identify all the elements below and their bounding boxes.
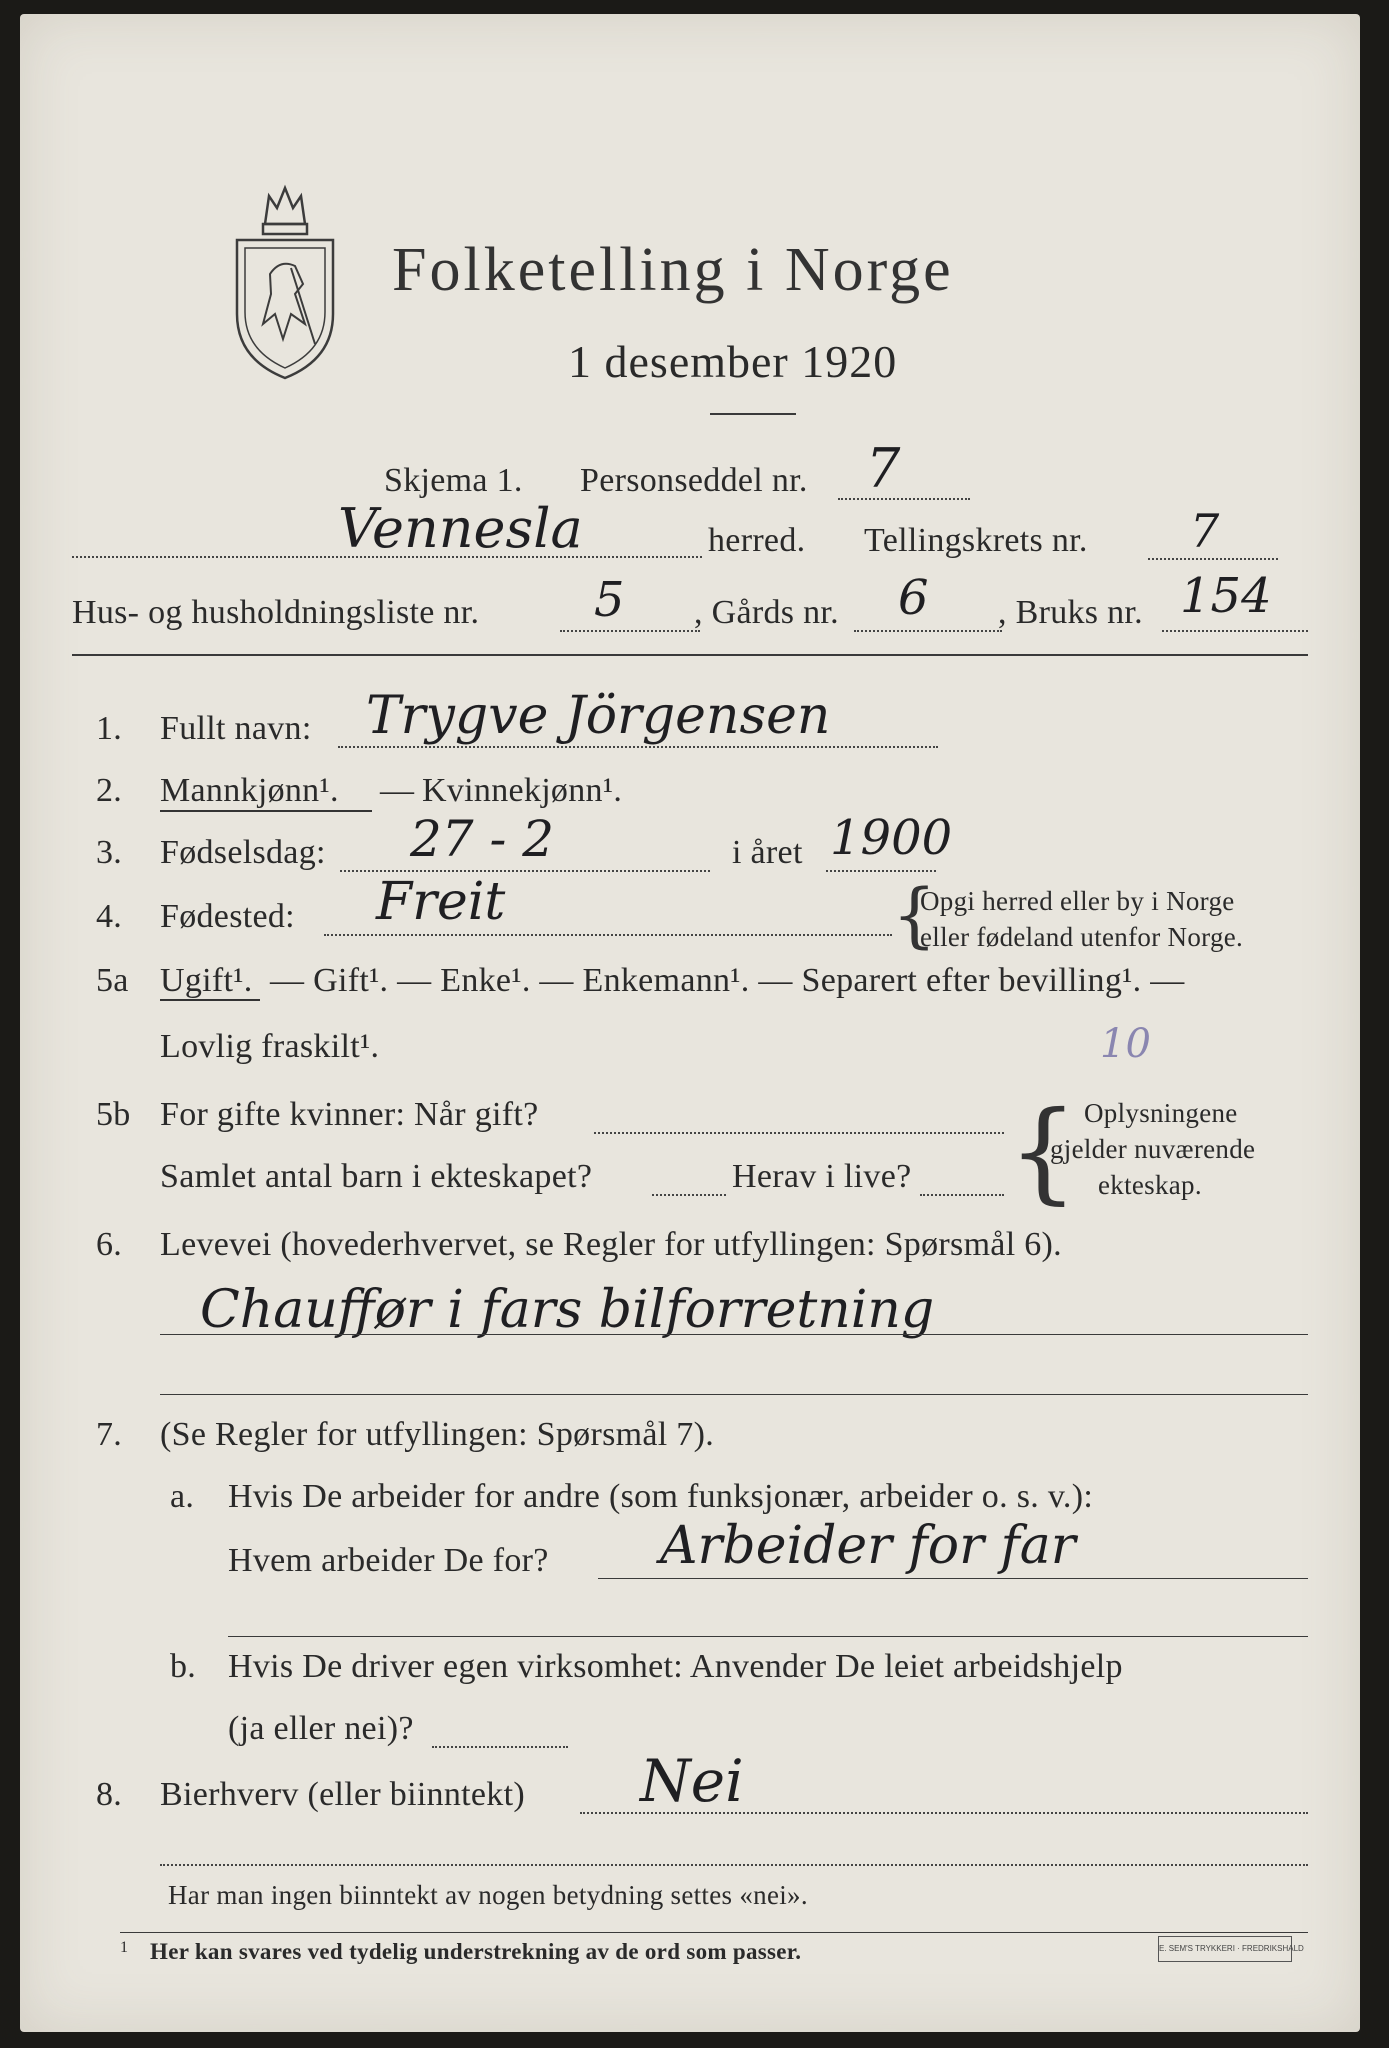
q5b-alive-line [920,1194,1004,1196]
footer-note: Har man ingen biinntekt av nogen betydning settes «nei». [168,1880,808,1910]
q5b-brace: { [1008,1087,1078,1215]
q2-male: Mannkjønn¹. [160,772,339,809]
personseddel-line [838,498,970,500]
gards-value: 6 [898,570,929,626]
q5b-note-1: Oplysningene [1084,1098,1238,1128]
tellingskrets-line [1148,558,1278,560]
q7a-question: Hvem arbeider De for? [228,1542,549,1579]
q7a-value: Arbeider for far [660,1516,1076,1576]
q2-sep: — [380,772,415,809]
q3-number: 3. [96,834,123,871]
q5b-number: 5b [96,1096,131,1133]
bruks-value: 154 [1180,568,1272,624]
q1-label: Fullt navn: [160,710,312,747]
q7b-letter: b. [170,1648,197,1685]
q4-label: Fødested: [160,898,295,935]
q7a-letter: a. [170,1478,195,1515]
q7a-line-2 [228,1636,1308,1637]
q4-value: Freit [376,872,506,932]
tellingskrets-value: 7 [1190,504,1220,558]
census-form-page [20,14,1360,2032]
q4-note-1: Opgi herred eller by i Norge [920,886,1235,916]
q5b-note-2: gjelder nuværende [1050,1134,1256,1164]
q3-year-line [826,870,936,872]
husliste-value: 5 [594,572,625,628]
q1-number: 1. [96,710,123,747]
q4-brace: { [892,874,937,956]
bruks-line [1162,630,1308,632]
gards-label: , Gårds nr. [694,594,839,631]
q2-male-underline [160,810,372,812]
form-date: 1 desember 1920 [568,336,898,387]
q8-line-2 [160,1864,1308,1866]
herred-label: herred. [708,522,806,559]
personseddel-label: Personseddel nr. [580,462,808,499]
q5b-children: Samlet antal barn i ekteskapet? [160,1158,593,1195]
q5a-ugift: Ugift¹. [160,962,253,999]
q4-number: 4. [96,898,123,935]
personseddel-value: 7 [866,437,901,500]
husliste-label: Hus- og husholdningsliste nr. [72,594,480,631]
q6-line-1 [160,1334,1308,1335]
q6-number: 6. [96,1226,123,1263]
q5a-ugift-underline [160,999,260,1001]
q2-female: Kvinnekjønn¹. [422,772,623,809]
gards-line [854,630,1002,632]
footnote-text: Her kan svares ved tydelig understrekning av de ord som passer. [150,1939,802,1964]
q3-value: 27 - 2 [410,810,555,868]
form-title: Folketelling i Norge [392,236,954,304]
q5a-fraskilt: Lovlig fraskilt¹. [160,1028,380,1065]
q4-note-2: eller fødeland utenfor Norge. [920,922,1244,952]
footnote-divider [120,1932,1308,1933]
q7b-question: (ja eller nei)? [228,1710,414,1747]
q6-value: Chauffør i fars bilforretning [200,1280,935,1340]
q6-label: Levevei (hovederhvervet, se Regler for utfyllingen: Spørsmål 6). [160,1226,1062,1263]
q7-number: 7. [96,1416,123,1453]
printer-stamp [1158,1936,1304,1962]
q8-value: Nei [640,1747,744,1815]
q7a-line-1 [598,1578,1308,1579]
q7a-text: Hvis De arbeider for andre (som funksjonær, arbeider o. s. v.): [228,1478,1094,1515]
footnote-mark: 1 [120,1939,129,1956]
bruks-label: , Bruks nr. [998,594,1143,631]
q3-label: Fødselsdag: [160,834,326,871]
tellingskrets-label: Tellingskrets nr. [864,522,1088,559]
q3-year-label: i året [732,834,803,871]
q5b-note-3: ekteskap. [1098,1170,1202,1200]
header-divider [72,654,1308,656]
q3-year-value: 1900 [830,810,953,866]
q5b-when-line [594,1132,1004,1134]
q7b-text: Hvis De driver egen virksomhet: Anvender De leiet arbeidshjelp [228,1648,1123,1685]
q7b-line [432,1746,568,1748]
q1-line [338,746,938,748]
q8-number: 8. [96,1776,123,1813]
q7-label: (Se Regler for utfyllingen: Spørsmål 7). [160,1416,715,1453]
q4-line [324,934,892,936]
skjema-label: Skjema 1. [384,462,523,499]
printer-text: E. SEM'S TRYKKERI · FREDRIKSHALD [1159,1944,1304,1953]
q5a-options: — Gift¹. — Enke¹. — Enkemann¹. — Separert efter bevilling¹. — [270,962,1185,999]
q8-label: Bierhverv (eller biinntekt) [160,1776,525,1813]
q6-line-2 [160,1394,1308,1395]
coat-of-arms-icon [225,174,345,384]
q5b-alive: Herav i live? [732,1158,912,1195]
title-divider [710,413,796,415]
margin-mark: 10 [1100,1021,1151,1067]
q5a-number: 5a [96,962,129,999]
q5b-when-married: For gifte kvinner: Når gift? [160,1096,539,1133]
q2-number: 2. [96,772,123,809]
herred-value: Vennesla [338,497,583,560]
husliste-line [560,630,700,632]
q1-value: Trygve Jörgensen [366,686,831,746]
q5b-children-line [652,1194,726,1196]
